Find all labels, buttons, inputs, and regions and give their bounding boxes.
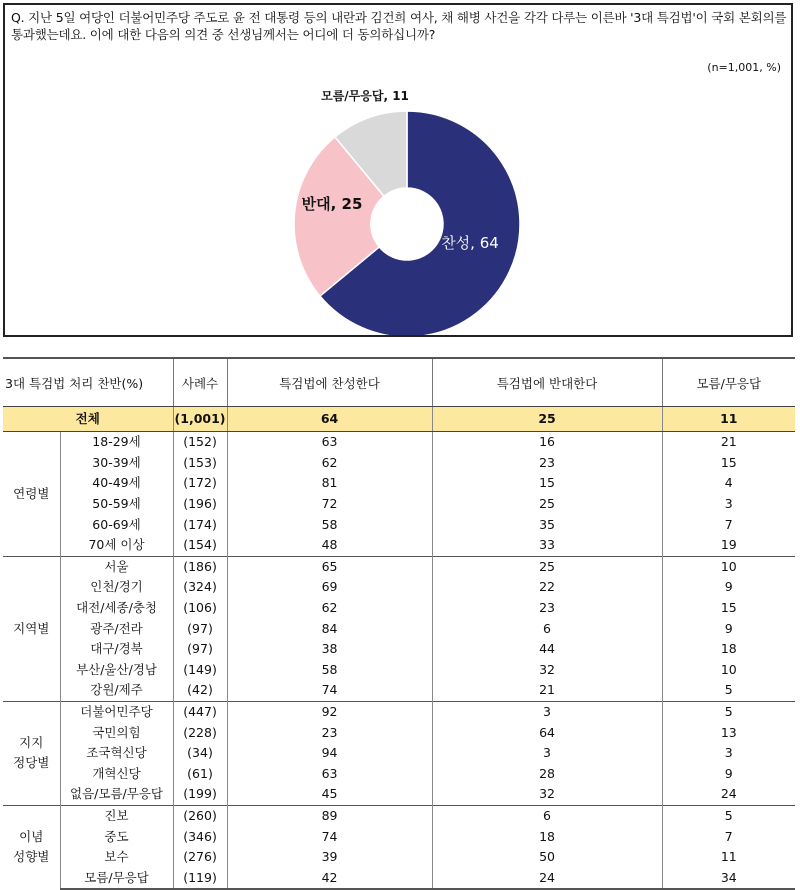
row-oppose: 64	[432, 722, 662, 743]
table-row	[3, 660, 795, 681]
row-dont-know: 9	[662, 618, 795, 639]
row-support: 69	[227, 577, 432, 598]
table-row	[3, 556, 795, 577]
row-label: 60-69세	[60, 514, 173, 535]
table-row	[3, 784, 795, 805]
total-oppose: 25	[432, 407, 662, 432]
row-support: 92	[227, 701, 432, 722]
table-row	[3, 453, 795, 474]
row-label: 인천/경기	[60, 577, 173, 598]
table-row	[3, 639, 795, 660]
row-oppose: 3	[432, 743, 662, 764]
row-support: 62	[227, 453, 432, 474]
row-support: 63	[227, 432, 432, 453]
row-label: 18-29세	[60, 432, 173, 453]
row-dont-know: 7	[662, 514, 795, 535]
row-oppose: 3	[432, 701, 662, 722]
row-dont-know: 24	[662, 784, 795, 805]
table-row	[3, 701, 795, 722]
row-sample-size: (196)	[173, 494, 227, 515]
group-label: 지지 정당별	[3, 701, 60, 805]
row-label: 강원/제주	[60, 680, 173, 701]
row-oppose: 33	[432, 535, 662, 556]
row-dont-know: 13	[662, 722, 795, 743]
total-dont-know: 11	[662, 407, 795, 432]
row-label: 없음/모름/무응답	[60, 784, 173, 805]
row-sample-size: (174)	[173, 514, 227, 535]
table-row	[3, 494, 795, 515]
header-sample-size: 사례수	[173, 358, 227, 407]
group-label: 지역별	[3, 556, 60, 701]
row-oppose: 23	[432, 598, 662, 619]
row-label: 대전/세종/충청	[60, 598, 173, 619]
row-oppose: 16	[432, 432, 662, 453]
row-sample-size: (42)	[173, 680, 227, 701]
row-label: 광주/전라	[60, 618, 173, 639]
table-header-row	[3, 358, 795, 407]
crosstab-table	[3, 357, 795, 890]
row-oppose: 25	[432, 494, 662, 515]
row-support: 38	[227, 639, 432, 660]
row-oppose: 6	[432, 805, 662, 826]
row-label: 보수	[60, 847, 173, 868]
row-oppose: 15	[432, 473, 662, 494]
row-sample-size: (276)	[173, 847, 227, 868]
table-row	[3, 535, 795, 556]
row-sample-size: (97)	[173, 618, 227, 639]
row-oppose: 35	[432, 514, 662, 535]
row-dont-know: 3	[662, 494, 795, 515]
header-oppose: 특검법에 반대한다	[432, 358, 662, 407]
row-oppose: 50	[432, 847, 662, 868]
table-row	[3, 805, 795, 826]
row-label: 대구/경북	[60, 639, 173, 660]
row-support: 81	[227, 473, 432, 494]
row-label: 중도	[60, 826, 173, 847]
table-row	[3, 618, 795, 639]
group-label: 이념 성향별	[3, 805, 60, 889]
crosstab-table-wrap	[3, 357, 795, 890]
row-support: 62	[227, 598, 432, 619]
row-sample-size: (186)	[173, 556, 227, 577]
row-label: 40-49세	[60, 473, 173, 494]
row-sample-size: (346)	[173, 826, 227, 847]
row-dont-know: 15	[662, 453, 795, 474]
row-dont-know: 5	[662, 701, 795, 722]
question-text: Q. 지난 5일 여당인 더불어민주당 주도로 윤 전 대통령 등의 내란과 김건희 여사, 채 해병 사건을 각각 다루는 이른바 '3대 특검법'이 국회 본회의를 통과했는데요. 이에 대한 다음의 의견 중 선생님께서는 어디에 더 동의하십니까?	[11, 10, 787, 42]
table-row	[3, 680, 795, 701]
row-oppose: 23	[432, 453, 662, 474]
total-label: 전체	[3, 407, 173, 432]
row-support: 74	[227, 826, 432, 847]
row-dont-know: 9	[662, 764, 795, 785]
row-support: 72	[227, 494, 432, 515]
row-label: 70세 이상	[60, 535, 173, 556]
row-sample-size: (153)	[173, 453, 227, 474]
row-dont-know: 34	[662, 867, 795, 889]
donut-label-support: 찬성, 64	[441, 234, 499, 252]
row-support: 58	[227, 514, 432, 535]
row-support: 65	[227, 556, 432, 577]
row-label: 진보	[60, 805, 173, 826]
row-oppose: 32	[432, 660, 662, 681]
table-row	[3, 598, 795, 619]
row-support: 74	[227, 680, 432, 701]
row-label: 30-39세	[60, 453, 173, 474]
donut-chart	[5, 5, 791, 335]
row-sample-size: (172)	[173, 473, 227, 494]
row-oppose: 32	[432, 784, 662, 805]
row-sample-size: (97)	[173, 639, 227, 660]
row-support: 94	[227, 743, 432, 764]
row-label: 개혁신당	[60, 764, 173, 785]
row-dont-know: 9	[662, 577, 795, 598]
row-sample-size: (324)	[173, 577, 227, 598]
table-row	[3, 577, 795, 598]
row-dont-know: 5	[662, 680, 795, 701]
table-row	[3, 514, 795, 535]
table-row	[3, 722, 795, 743]
row-sample-size: (119)	[173, 867, 227, 889]
row-sample-size: (152)	[173, 432, 227, 453]
table-row	[3, 826, 795, 847]
row-support: 84	[227, 618, 432, 639]
sample-note: (n=1,001, %)	[707, 61, 781, 74]
row-dont-know: 10	[662, 660, 795, 681]
row-support: 45	[227, 784, 432, 805]
row-label: 부산/울산/경남	[60, 660, 173, 681]
row-sample-size: (149)	[173, 660, 227, 681]
row-dont-know: 21	[662, 432, 795, 453]
row-oppose: 6	[432, 618, 662, 639]
row-label: 서울	[60, 556, 173, 577]
row-sample-size: (228)	[173, 722, 227, 743]
row-label: 국민의힘	[60, 722, 173, 743]
row-label: 50-59세	[60, 494, 173, 515]
row-support: 63	[227, 764, 432, 785]
row-sample-size: (199)	[173, 784, 227, 805]
row-oppose: 25	[432, 556, 662, 577]
question-box	[3, 3, 793, 337]
row-oppose: 18	[432, 826, 662, 847]
table-row	[3, 764, 795, 785]
header-support: 특검법에 찬성한다	[227, 358, 432, 407]
total-support: 64	[227, 407, 432, 432]
row-sample-size: (260)	[173, 805, 227, 826]
row-sample-size: (61)	[173, 764, 227, 785]
row-dont-know: 15	[662, 598, 795, 619]
table-row	[3, 432, 795, 453]
table-row	[3, 473, 795, 494]
row-dont-know: 11	[662, 847, 795, 868]
row-dont-know: 19	[662, 535, 795, 556]
total-row	[3, 407, 795, 432]
row-support: 42	[227, 867, 432, 889]
row-dont-know: 7	[662, 826, 795, 847]
donut-label-oppose: 반대, 25	[301, 195, 363, 213]
row-oppose: 28	[432, 764, 662, 785]
row-oppose: 24	[432, 867, 662, 889]
row-support: 23	[227, 722, 432, 743]
row-dont-know: 10	[662, 556, 795, 577]
row-support: 89	[227, 805, 432, 826]
header-dont-know: 모름/무응답	[662, 358, 795, 407]
row-dont-know: 5	[662, 805, 795, 826]
donut-label-dont-know: 모름/무응답, 11	[321, 89, 409, 103]
row-oppose: 21	[432, 680, 662, 701]
row-oppose: 44	[432, 639, 662, 660]
row-sample-size: (447)	[173, 701, 227, 722]
row-support: 39	[227, 847, 432, 868]
row-dont-know: 18	[662, 639, 795, 660]
row-dont-know: 3	[662, 743, 795, 764]
total-n: (1,001)	[173, 407, 227, 432]
row-label: 모름/무응답	[60, 867, 173, 889]
row-label: 더불어민주당	[60, 701, 173, 722]
group-label: 연령별	[3, 432, 60, 557]
row-sample-size: (154)	[173, 535, 227, 556]
row-support: 58	[227, 660, 432, 681]
table-row	[3, 867, 795, 889]
header-category: 3대 특검법 처리 찬반(%)	[3, 358, 173, 407]
table-row	[3, 743, 795, 764]
row-dont-know: 4	[662, 473, 795, 494]
row-sample-size: (106)	[173, 598, 227, 619]
row-sample-size: (34)	[173, 743, 227, 764]
row-support: 48	[227, 535, 432, 556]
row-label: 조국혁신당	[60, 743, 173, 764]
row-oppose: 22	[432, 577, 662, 598]
table-row	[3, 847, 795, 868]
